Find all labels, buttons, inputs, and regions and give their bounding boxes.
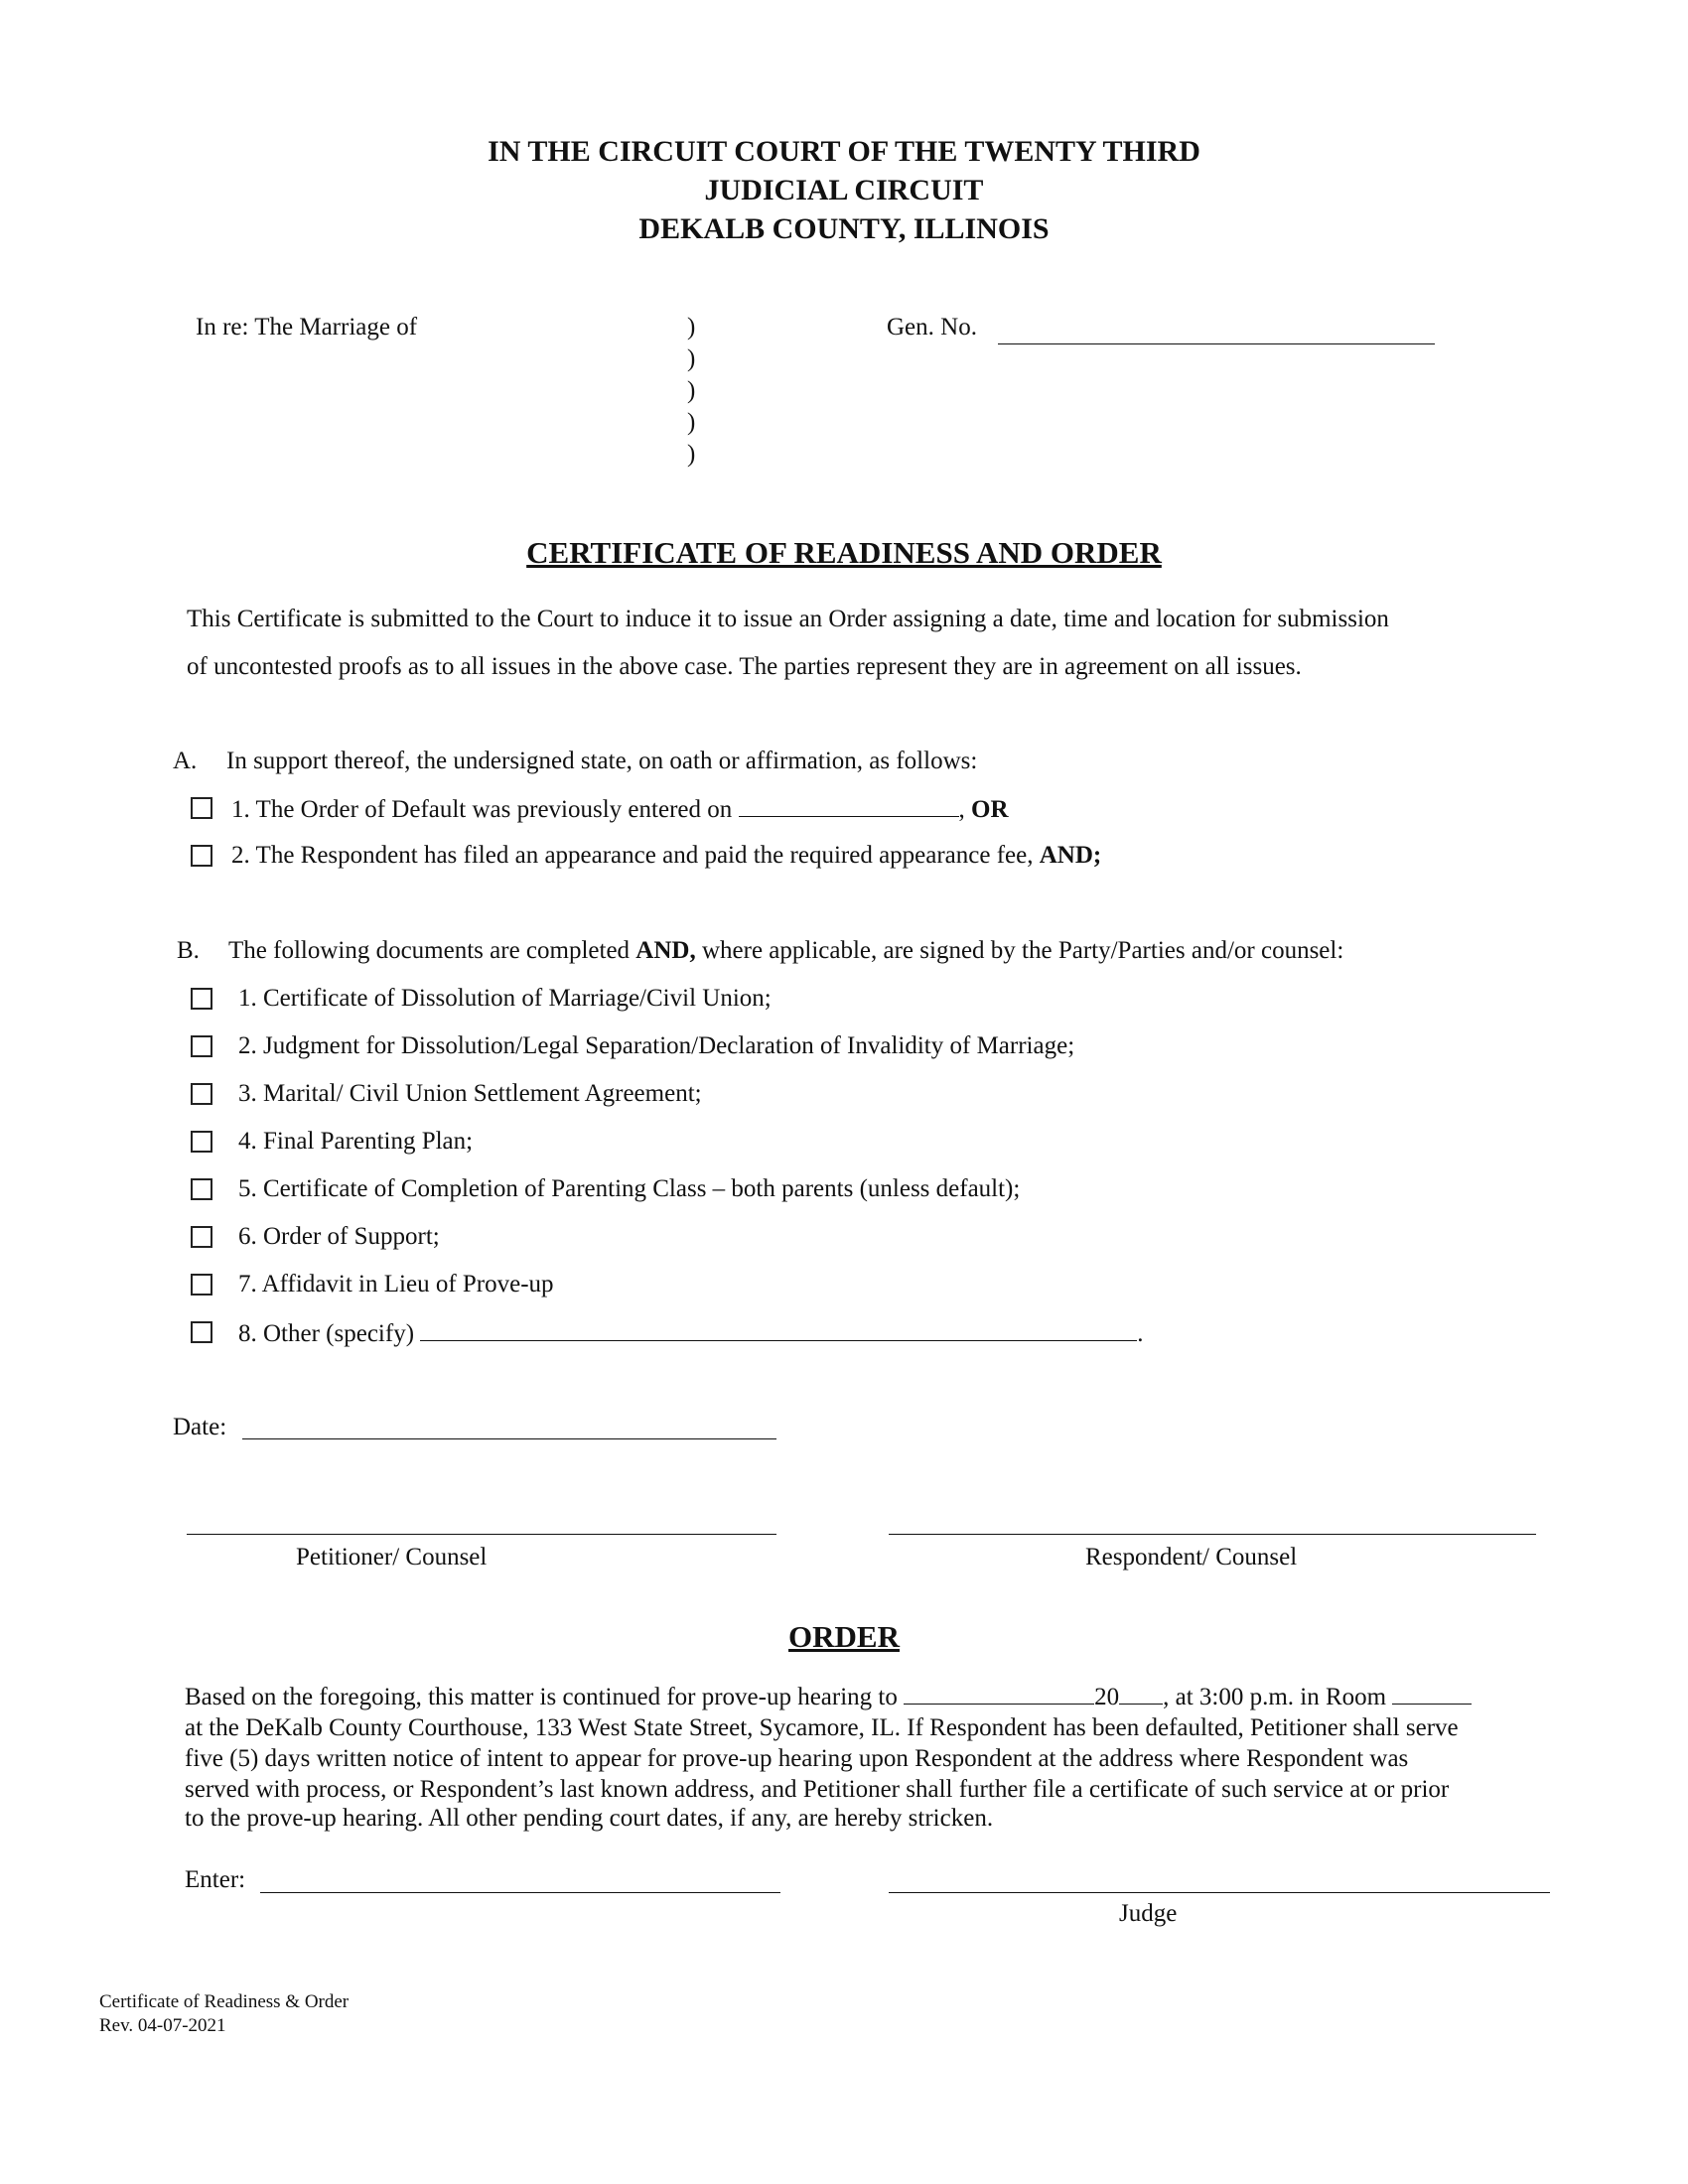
doc-item-6: 6. Order of Support; [238, 1223, 440, 1250]
order-line-2: at the DeKalb County Courthouse, 133 West State Street, Sycamore, IL. If Respondent has been defaulted, Petitioner shall serve [185, 1714, 1459, 1741]
section-a-item-1 [231, 794, 1009, 824]
hearing-year-field[interactable] [1119, 1682, 1163, 1705]
respondent-signature-line[interactable] [889, 1534, 1536, 1535]
doc-checkbox-5[interactable] [191, 1178, 212, 1200]
order-line-1-pre: Based on the foregoing, this matter is continued for prove-up hearing to [185, 1684, 898, 1710]
doc-item-2: 2. Judgment for Dissolution/Legal Separation/Declaration of Invalidity of Marriage; [238, 1032, 1075, 1059]
petitioner-signature-line[interactable] [187, 1534, 776, 1535]
caption-paren: ) [687, 345, 696, 372]
order-line-3: five (5) days written notice of intent to appear for prove-up hearing upon Respondent at the address where Respondent was [185, 1745, 1409, 1772]
doc-checkbox-7[interactable] [191, 1274, 212, 1296]
and-label: AND; [1039, 842, 1102, 869]
footer-form-name: Certificate of Readiness & Order [99, 1991, 350, 2012]
default-date-field[interactable] [739, 794, 959, 817]
section-a-item-2 [231, 842, 1101, 870]
gen-no-label: Gen. No. [887, 314, 977, 341]
doc-item-4: 4. Final Parenting Plan; [238, 1128, 474, 1155]
doc-checkbox-2[interactable] [191, 1035, 212, 1057]
judge-label: Judge [1119, 1900, 1178, 1927]
or-label: OR [971, 796, 1009, 823]
caption-paren: ) [687, 377, 696, 404]
order-title: ORDER [788, 1619, 900, 1654]
hearing-date-field[interactable] [904, 1682, 1094, 1705]
doc-item-7: 7. Affidavit in Lieu of Prove-up [238, 1271, 554, 1297]
enter-date-field[interactable] [260, 1892, 780, 1893]
order-line-1-mid: , at 3:00 p.m. in Room [1163, 1684, 1387, 1710]
certificate-title: CERTIFICATE OF READINESS AND ORDER [526, 535, 1162, 570]
caption-paren: ) [687, 314, 696, 341]
gen-no-field[interactable] [998, 314, 1435, 344]
court-header-line1: IN THE CIRCUIT COURT OF THE TWENTY THIRD [488, 135, 1200, 168]
doc-item-5: 5. Certificate of Completion of Parenting Class – both parents (unless default); [238, 1175, 1021, 1202]
doc-checkbox-1[interactable] [191, 988, 212, 1010]
section-b-heading [228, 937, 1343, 965]
doc-checkbox-4[interactable] [191, 1131, 212, 1153]
section-a-item-2-text: 2. The Respondent has filed an appearance and paid the required appearance fee, [231, 842, 1034, 869]
doc-item-8-text: 8. Other (specify) [238, 1320, 415, 1347]
order-year-prefix: 20 [1094, 1684, 1120, 1710]
appearance-filed-checkbox[interactable] [191, 845, 212, 867]
section-a-heading: In support thereof, the undersigned state, on oath or affirmation, as follows: [226, 748, 978, 774]
date-field[interactable] [242, 1438, 776, 1439]
other-specify-field[interactable] [420, 1318, 1137, 1341]
section-a-letter: A. [173, 748, 198, 774]
in-re-label: In re: The Marriage of [196, 314, 418, 341]
order-line-1 [185, 1682, 1472, 1711]
order-line-5: to the prove-up hearing. All other pending court dates, if any, are hereby stricken. [185, 1805, 994, 1832]
section-b-letter: B. [177, 937, 200, 964]
judge-signature-line[interactable] [889, 1892, 1550, 1893]
doc-item-8-suffix: . [1137, 1320, 1144, 1347]
footer-revision: Rev. 04-07-2021 [99, 2015, 226, 2036]
section-b-heading-post: where applicable, are signed by the Party/Parties and/or counsel: [701, 937, 1344, 964]
default-entered-checkbox[interactable] [191, 797, 212, 819]
section-a-item-1-text: 1. The Order of Default was previously entered on [231, 796, 733, 823]
doc-item-1: 1. Certificate of Dissolution of Marriage/Civil Union; [238, 985, 772, 1012]
doc-checkbox-3[interactable] [191, 1083, 212, 1105]
enter-label: Enter: [185, 1866, 246, 1893]
respondent-counsel-label: Respondent/ Counsel [1085, 1544, 1298, 1570]
doc-checkbox-6[interactable] [191, 1226, 212, 1248]
date-label: Date: [173, 1414, 227, 1440]
court-header-line3: DEKALB COUNTY, ILLINOIS [638, 212, 1050, 245]
court-header-line2: JUDICIAL CIRCUIT [704, 174, 984, 206]
petitioner-counsel-label: Petitioner/ Counsel [296, 1544, 488, 1570]
caption-paren: ) [687, 441, 696, 468]
doc-checkbox-8[interactable] [191, 1321, 212, 1343]
doc-item-8 [238, 1318, 1144, 1348]
caption-paren: ) [687, 409, 696, 436]
section-b-heading-pre: The following documents are completed [228, 937, 631, 964]
section-b-heading-and: AND, [635, 937, 696, 964]
order-line-4: served with process, or Respondent’s last known address, and Petitioner shall further file a certificate of such service at or prior [185, 1776, 1450, 1803]
doc-item-3: 3. Marital/ Civil Union Settlement Agreement; [238, 1080, 702, 1107]
intro-line-2: of uncontested proofs as to all issues in the above case. The parties represent they are in agreement on all issues. [187, 653, 1302, 680]
section-a-item-1-suffix: , [958, 796, 965, 823]
intro-line-1: This Certificate is submitted to the Court to induce it to issue an Order assigning a date, time and location for submission [187, 606, 1389, 632]
room-number-field[interactable] [1392, 1682, 1472, 1705]
